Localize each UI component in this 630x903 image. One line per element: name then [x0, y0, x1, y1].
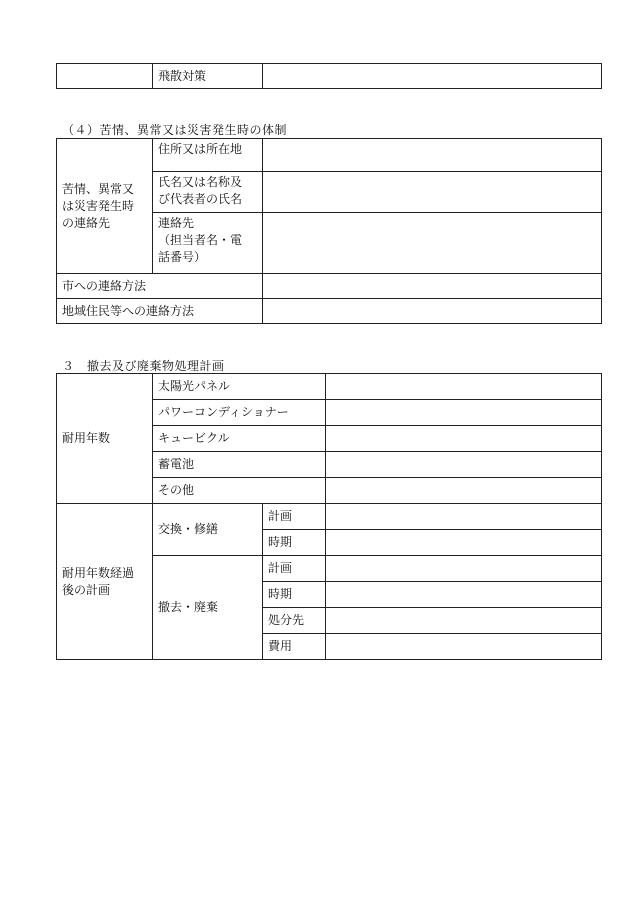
- item-cubicle-value[interactable]: [326, 426, 602, 452]
- top-table-blank-cell: [57, 64, 153, 89]
- contact-label: 連絡先 （担当者名・電 話番号）: [153, 213, 263, 274]
- removal-plan-table: [56, 373, 602, 660]
- removal-disposal-label: 撤去・廃棄: [153, 556, 263, 660]
- item-solar-panel-label: 太陽光パネル: [153, 374, 326, 400]
- removal-plan-label: 計画: [263, 556, 326, 582]
- removal-timing-value[interactable]: [326, 582, 602, 608]
- residents-contact-label: 地域住民等への連絡方法: [57, 299, 263, 324]
- item-other-label: その他: [153, 478, 326, 504]
- city-contact-label: 市への連絡方法: [57, 274, 263, 299]
- cost-label: 費用: [263, 634, 326, 660]
- scatter-measures-value[interactable]: [263, 64, 602, 89]
- item-battery-label: 蓄電池: [153, 452, 326, 478]
- disposal-destination-label: 処分先: [263, 608, 326, 634]
- cost-value[interactable]: [326, 634, 602, 660]
- item-battery-value[interactable]: [326, 452, 602, 478]
- emergency-contact-group-label: 苦情、異常又 は災害発生時 の連絡先: [57, 139, 153, 274]
- replace-timing-label: 時期: [263, 530, 326, 556]
- removal-plan-value[interactable]: [326, 556, 602, 582]
- address-value[interactable]: [263, 139, 602, 172]
- replace-plan-label: 計画: [263, 504, 326, 530]
- section3-title: ３ 撤去及び廃棄物処理計画: [62, 359, 225, 373]
- item-solar-panel-value[interactable]: [326, 374, 602, 400]
- top-table: [56, 63, 602, 89]
- item-power-conditioner-value[interactable]: [326, 400, 602, 426]
- replace-timing-value[interactable]: [326, 530, 602, 556]
- item-power-conditioner-label: パワーコンディショナー: [153, 400, 326, 426]
- item-cubicle-label: キュービクル: [153, 426, 326, 452]
- emergency-contact-table: [56, 138, 602, 324]
- disposal-destination-value[interactable]: [326, 608, 602, 634]
- city-contact-value[interactable]: [263, 274, 602, 299]
- contact-value[interactable]: [263, 213, 602, 274]
- scatter-measures-label: 飛散対策: [153, 64, 263, 89]
- name-value[interactable]: [263, 172, 602, 213]
- address-label: 住所又は所在地: [153, 139, 263, 172]
- service-life-label: 耐用年数: [57, 374, 153, 504]
- replace-plan-value[interactable]: [326, 504, 602, 530]
- section4-title: （４）苦情、異常又は災害発生時の体制: [62, 123, 288, 137]
- removal-timing-label: 時期: [263, 582, 326, 608]
- name-label: 氏名又は名称及 び代表者の氏名: [153, 172, 263, 213]
- replace-repair-label: 交換・修繕: [153, 504, 263, 556]
- after-life-plan-label: 耐用年数経過 後の計画: [57, 504, 153, 660]
- residents-contact-value[interactable]: [263, 299, 602, 324]
- item-other-value[interactable]: [326, 478, 602, 504]
